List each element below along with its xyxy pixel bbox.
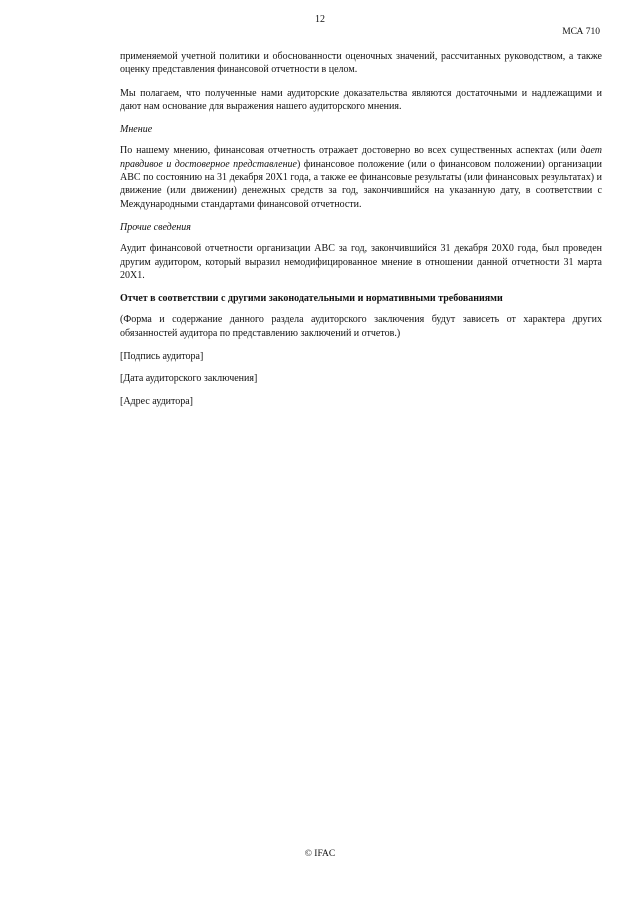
report-date: [Дата аудиторского заключения] — [120, 373, 258, 385]
paragraph-other-matters: Аудит финансовой отчетности организации ABC за год, закончившийся 31 декабря 20X0 года, был проведен другим аудитором, который выразил немодифицированное мнение в отношении данной отчетности 31 марта 20X1. — [120, 243, 602, 281]
report-heading: Отчет в соответствии с другими законодательными и нормативными требованиями — [120, 293, 503, 305]
copyright-footer: © IFAC — [304, 849, 336, 859]
document-body — [120, 50, 602, 417]
paragraph-accounting-policy: применяемой учетной политики и обоснованности оценочных значений, рассчитанных руководством, а также оценку представления финансовой отчетности в целом. — [120, 51, 602, 76]
auditor-signature: [Подпись аудитора] — [120, 351, 204, 363]
auditor-address: [Адрес аудитора] — [120, 395, 194, 407]
opinion-heading: Мнение — [120, 124, 153, 136]
paragraph-audit-evidence: Мы полагаем, что полученные нами аудиторские доказательства являются достаточными и надлежащими и дают нам основание для выражения нашего аудиторского мнения. — [120, 87, 602, 112]
opinion-text-end: ) финансовое положение (или о финансовом положении) организации ABC по состоянию на 31 декабря 20X1 года, а также ее финансовые результаты (или финансовых результатах) и движение (или движении) денежных средств за год, закончившийся на указанную дату, в соответствии с Международными стандартами финансовой отчетности. — [120, 158, 603, 210]
opinion-text-italic: дает правдивое и достоверное представление — [120, 145, 602, 170]
paragraph-opinion — [120, 144, 602, 210]
other-matters-heading: Прочие сведения — [120, 221, 191, 233]
opinion-text-start: По нашему мнению, финансовая отчетность отражает достоверно во всех существенных аспектах (или — [120, 145, 581, 157]
document-code: МСА 710 — [562, 27, 600, 37]
paragraph-report: (Форма и содержание данного раздела аудиторского заключения будут зависеть от характера других обязанностей аудитора по представлению заключений и отчетов.) — [120, 314, 602, 339]
page-number: 12 — [315, 14, 325, 25]
